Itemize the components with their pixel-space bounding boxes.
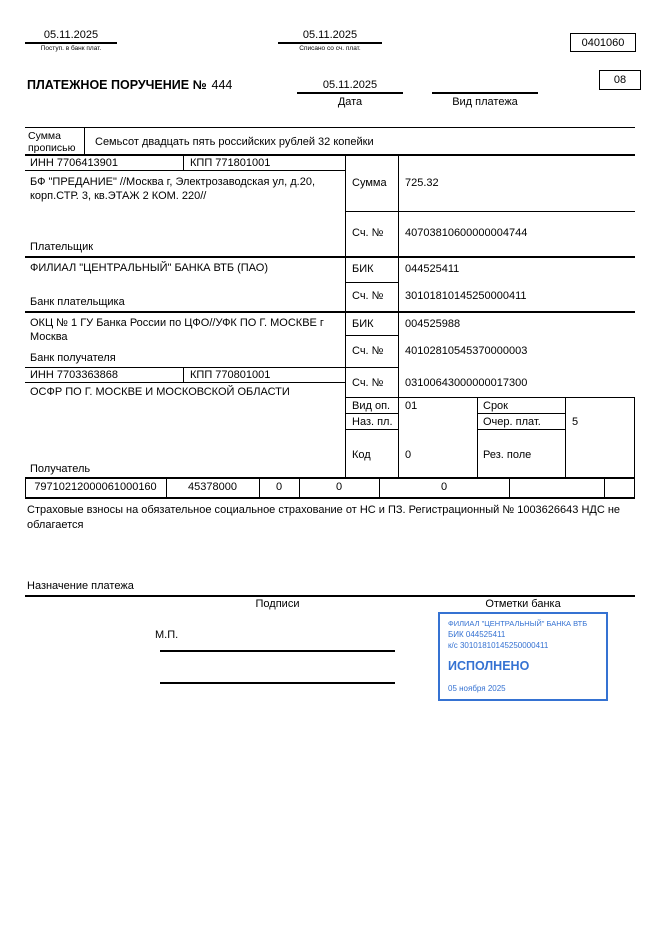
document-number: 444	[211, 78, 233, 92]
op-kind-label: Вид оп.	[352, 400, 391, 412]
payee-bank-account-label: Сч. №	[352, 345, 384, 357]
tax-field-oktmo: 45378000	[188, 481, 237, 493]
amount-words-label: Сумма прописью	[28, 130, 76, 154]
table-line	[345, 397, 635, 398]
payer-bank-label: Банк плательщика	[30, 296, 125, 308]
payee-bank-account: 40102810545370000003	[405, 345, 528, 357]
debited-date: 05.11.2025	[302, 29, 358, 41]
table-line	[477, 397, 478, 478]
reserve-label: Рез. поле	[483, 449, 532, 461]
code-label: Код	[352, 449, 371, 461]
payee-inn: ИНН 7703363868	[30, 369, 119, 381]
payer-bank-bik: 044525411	[405, 263, 460, 275]
payee-bank-bik-label: БИК	[352, 318, 374, 330]
document-title: ПЛАТЕЖНОЕ ПОРУЧЕНИЕ №	[27, 78, 207, 92]
table-line	[345, 429, 398, 430]
table-line	[345, 211, 635, 212]
tax-field-5: 0	[440, 481, 448, 493]
debited-date-caption: Списано со сч. плат.	[299, 45, 361, 52]
payee-account: 03100643000000017300	[405, 377, 528, 389]
payee-bank-bik: 004525988	[405, 318, 461, 330]
payer-name: БФ "ПРЕДАНИЕ" //Москва г, Электрозаводская ул, д.20, корп.СТР. 3, кв.ЭТАЖ 2 КОМ. 220//	[30, 176, 316, 202]
received-date: 05.11.2025	[43, 29, 99, 41]
payment-kind-underline	[432, 92, 538, 94]
stamp-date: 05 ноября 2025	[448, 684, 506, 693]
stamp-corr-account: к/с 30101810145250000411	[448, 641, 549, 650]
purpose-label: Назначение платежа	[27, 580, 134, 592]
table-line	[25, 311, 635, 313]
payee-account-label: Сч. №	[352, 377, 384, 389]
tax-field-4: 0	[335, 481, 343, 493]
status-code-box	[599, 70, 641, 90]
purpose-text: Страховые взносы на обязательное социальное страхование от НС и ПЗ. Регистрационный № 1003626643 НДС не облагается	[27, 504, 621, 531]
payee-kpp: КПП 770801001	[190, 369, 271, 381]
tax-field-3: 0	[275, 481, 283, 493]
signature-line	[160, 682, 395, 684]
form-code: 0401060	[581, 36, 625, 49]
payer-bank-account-label: Сч. №	[352, 290, 384, 302]
table-line	[183, 367, 184, 382]
table-line	[25, 170, 345, 171]
received-date-caption: Поступ. в банк плат.	[40, 45, 102, 52]
table-line	[345, 282, 398, 283]
signatures-label: Подписи	[255, 598, 300, 610]
table-line	[477, 429, 565, 430]
bank-stamp	[438, 612, 608, 701]
payer-bank-name: ФИЛИАЛ "ЦЕНТРАЛЬНЫЙ" БАНКА ВТБ (ПАО)	[30, 262, 268, 274]
status-code: 08	[613, 74, 627, 86]
table-line	[25, 595, 635, 597]
date-label: Дата	[337, 96, 363, 108]
tax-field-kbk: 79710212000061000160	[34, 481, 157, 493]
table-line	[25, 477, 635, 479]
op-kind-value: 01	[405, 400, 418, 412]
payer-account-label: Сч. №	[352, 227, 384, 239]
seal-place-label: М.П.	[155, 629, 179, 641]
debited-date-underline	[278, 42, 382, 44]
payer-account: 40703810600000004744	[405, 227, 528, 239]
amount-words-value: Семьсот двадцать пять российских рублей 32 копейки	[95, 136, 374, 148]
amount-value: 725.32	[405, 177, 439, 189]
document-date: 05.11.2025	[322, 79, 378, 91]
table-line	[565, 397, 566, 478]
priority-label: Очер. плат.	[483, 416, 541, 428]
form-code-box	[570, 33, 636, 52]
table-line	[604, 478, 605, 497]
stamp-bik: БИК 044525411	[448, 630, 506, 639]
table-line	[25, 497, 635, 499]
table-line	[84, 127, 85, 154]
payer-kpp: КПП 771801001	[190, 157, 271, 169]
code-value: 0	[405, 449, 412, 461]
table-line	[634, 397, 635, 478]
table-line	[477, 413, 565, 414]
term-label: Срок	[483, 400, 508, 412]
table-line	[25, 256, 635, 258]
payee-name: ОСФР ПО Г. МОСКВЕ И МОСКОВСКОЙ ОБЛАСТИ	[30, 386, 290, 398]
received-date-underline	[25, 42, 117, 44]
bank-marks-label: Отметки банка	[485, 598, 561, 610]
payee-bank-name: ОКЦ № 1 ГУ Банка России по ЦФО//УФК ПО Г. МОСКВЕ г Москва	[30, 317, 324, 343]
payment-kind-label: Вид платежа	[452, 96, 518, 108]
date-underline	[297, 92, 403, 94]
table-line	[345, 335, 398, 336]
payee-bank-label: Банк получателя	[30, 352, 116, 364]
payer-inn: ИНН 7706413901	[30, 157, 119, 169]
stamp-bank-name: ФИЛИАЛ "ЦЕНТРАЛЬНЫЙ" БАНКА ВТБ	[448, 619, 588, 628]
priority-value: 5	[572, 416, 579, 428]
table-line	[634, 478, 635, 497]
payer-bank-account: 30101810145250000411	[405, 290, 527, 302]
payer-label: Плательщик	[30, 241, 94, 253]
payee-label: Получатель	[30, 463, 91, 475]
amount-label: Сумма	[352, 177, 387, 189]
stamp-status: ИСПОЛНЕНО	[448, 659, 530, 673]
signature-line	[160, 650, 395, 652]
purpose-kind-label: Наз. пл.	[352, 416, 393, 428]
table-line	[509, 478, 510, 497]
table-line	[25, 367, 398, 368]
table-line	[25, 154, 635, 156]
table-line	[25, 127, 635, 128]
table-line	[398, 154, 399, 478]
table-line	[25, 382, 345, 383]
payer-bank-bik-label: БИК	[352, 263, 374, 275]
document-title-row	[27, 78, 232, 92]
table-line	[345, 413, 398, 414]
table-line	[183, 155, 184, 170]
